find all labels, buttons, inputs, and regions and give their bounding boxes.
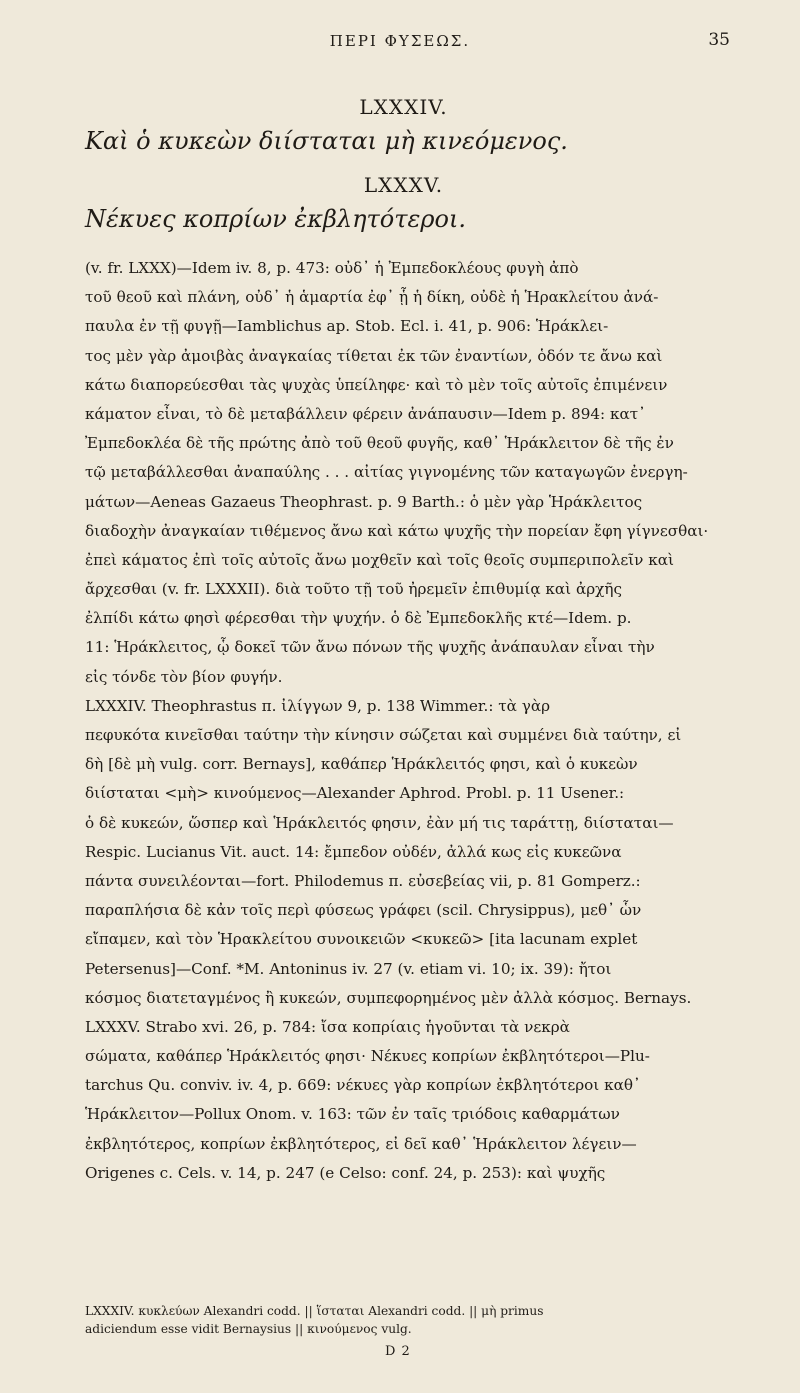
- critical-apparatus: [85, 1302, 728, 1338]
- commentary-line: διίσταται <μὴ> κινούμενος—Alexander Aphrod. Probl. p. 11 Usener.:: [85, 784, 625, 803]
- commentary-line: Petersenus]—Conf. *M. Antoninus iv. 27 (v. etiam vi. 10; ix. 39): ἤτοι: [85, 959, 612, 978]
- footnote-line: adiciendum esse vidit Bernaysius || κινούμενος vulg.: [85, 1322, 412, 1336]
- commentary-line: εἴπαμεν, καὶ τὸν Ἡρακλείτου συνοικειῶν <κυκεῶ> [ita lacunam explet: [85, 930, 638, 949]
- commentary-line: Ἐμπεδοκλέα δὲ τῆς πρώτης ἀπὸ τοῦ θεοῦ φυγῆς, καθ᾽ Ἡράκλειτον δὲ τῆς ἐν: [85, 434, 674, 453]
- commentary-line: μάτων—Aeneas Gazaeus Theophrast. p. 9 Barth.: ὁ μὲν γὰρ Ἡράκλειτος: [85, 492, 643, 511]
- fragment-lxxxiv: [85, 94, 722, 158]
- commentary-line: πεφυκότα κινεῖσθαι ταύτην τὴν κίνησιν σώζεται καὶ συμμένει διὰ ταύτην, εἰ: [85, 726, 682, 744]
- printer-signature: D 2: [385, 1344, 411, 1359]
- commentary-line: τος μὲν γὰρ ἀμοιβὰς ἀναγκαίας τίθεται ἐκ τῶν ἐναντίων, ὁδόν τε ἄνω καὶ: [85, 346, 663, 365]
- fragment-number: LXXXV.: [363, 173, 444, 197]
- commentary-line: ἄρχεσθαι (v. fr. LXXXII). διὰ τοῦτο τῇ τοῦ ἠρεμεῖν ἐπιθυμίᾳ καὶ ἀρχῆς: [85, 580, 622, 599]
- commentary-line: LXXXIV. Theophrastus π. ἰλίγγων 9, p. 138 Wimmer.: τὰ γὰρ: [85, 696, 551, 715]
- commentary-line: σώματα, καθάπερ Ἡράκλειτός φησι· Νέκυες κοπρίων ἐκβλητότεροι—Plu-: [85, 1047, 650, 1066]
- fragment-text: Καὶ ὁ κυκεὼν διίσταται μὴ κινεόμενος.: [85, 127, 568, 155]
- commentary-line: Origenes c. Cels. v. 14, p. 247 (e Celso: conf. 24, p. 253): καὶ ψυχῆς: [85, 1163, 606, 1182]
- running-head: [0, 28, 800, 58]
- fragment-text: Νέκυες κοπρίων ἐκβλητότεροι.: [85, 205, 466, 233]
- commentary-line: παυλα ἐν τῇ φυγῇ—Iamblichus ap. Stob. Ecl. i. 41, p. 906: Ἡράκλει-: [85, 317, 609, 336]
- commentary-line: δὴ [δὲ μὴ vulg. corr. Bernays], καθάπερ Ἡράκλειτός φησι, καὶ ὁ κυκεὼν: [85, 755, 638, 774]
- commentary-line: τοῦ θεοῦ καὶ πλάνη, οὐδ᾽ ἡ ἁμαρτία ἐφ᾽ ᾗ ἡ δίκη, οὐδὲ ἡ Ἡρακλείτου ἀνά-: [85, 288, 659, 307]
- fragment-number: LXXXIV.: [359, 95, 448, 119]
- commentary-line: κόσμος διατεταγμένος ἢ κυκεών, συμπεφορημένος μὲν ἀλλὰ κόσμος. Bernays.: [85, 988, 692, 1007]
- running-title: ΠΕΡΙ ΦΥΣΕΩΣ.: [329, 32, 471, 50]
- commentary-line: ὁ δὲ κυκεών, ὥσπερ καὶ Ἡράκλειτός φησιν, ἐὰν μή τις ταράττῃ, διίσταται—: [85, 813, 674, 832]
- commentary-line: tarchus Qu. conviv. iv. 4, p. 669: νέκυες γὰρ κοπρίων ἐκβλητότεροι καθ᾽: [85, 1076, 641, 1095]
- commentary-line: διαδοχὴν ἀναγκαίαν τιθέμενος ἄνω καὶ κάτω ψυχῆς τὴν πορείαν ἔφη γίγνεσθαι·: [85, 521, 709, 540]
- commentary-line: LXXXV. Strabo xvi. 26, p. 784: ἴσα κοπρίαις ἡγοῦνται τὰ νεκρὰ: [85, 1017, 570, 1036]
- footnote-line: LXXXIV. κυκλεύων Alexandri codd. || ἵσταται Alexandri codd. || μὴ primus: [85, 1304, 544, 1318]
- commentary-line: Respic. Lucianus Vit. auct. 14: ἔμπεδον οὐδέν, ἀλλά κως εἰς κυκεῶνα: [85, 842, 622, 861]
- commentary-line: τῷ μεταβάλλεσθαι ἀναπαύλης . . . αἰτίας γιγνομένης τῶν καταγωγῶν ἐνεργη-: [85, 463, 688, 482]
- page-number: 35: [708, 30, 730, 50]
- commentary-line: εἰς τόνδε τὸν βίον φυγήν.: [85, 667, 283, 686]
- commentary-line: Ἡράκλειτον—Pollux Onom. v. 163: τῶν ἐν ταῖς τριόδοις καθαρμάτων: [85, 1105, 620, 1124]
- commentary-line: 11: Ἡράκλειτος, ᾧ δοκεῖ τῶν ἄνω πόνων τῆς ψυχῆς ἀνάπαυλαν εἶναι τὴν: [85, 638, 655, 657]
- commentary-line: παραπλήσια δὲ κἀν τοῖς περὶ φύσεως γράφει (scil. Chrysippus), μεθ᾽ ὧν: [85, 901, 642, 920]
- commentary-line: ἐπεὶ κάματος ἐπὶ τοῖς αὐτοῖς ἄνω μοχθεῖν καὶ τοῖς θεοῖς συμπεριπολεῖν καὶ: [85, 550, 674, 569]
- commentary-line: ἐκβλητότερος, κοπρίων ἐκβλητότερος, εἰ δεῖ καθ᾽ Ἡράκλειτον λέγειν—: [85, 1134, 637, 1153]
- commentary-line: ἐλπίδι κάτω φησὶ φέρεσθαι τὴν ψυχήν. ὁ δὲ Ἐμπεδοκλῆς κτέ—Idem. p.: [85, 609, 632, 628]
- fragment-lxxxv: [85, 172, 722, 236]
- commentary-line: (v. fr. LXXX)—Idem iv. 8, p. 473: οὐδ᾽ ἡ Ἐμπεδοκλέους φυγὴ ἀπὸ: [85, 259, 579, 277]
- commentary-block: [85, 254, 728, 1188]
- commentary-line: πάντα συνειλέονται—fort. Philodemus π. εὐσεβείας vii, p. 81 Gomperz.:: [85, 871, 641, 890]
- commentary-line: κάτω διαπορεύεσθαι τὰς ψυχὰς ὑπείληφε· καὶ τὸ μὲν τοῖς αὐτοῖς ἐπιμένειν: [85, 375, 668, 394]
- commentary-line: κάματον εἶναι, τὸ δὲ μεταβάλλειν φέρειν ἀνάπαυσιν—Idem p. 894: κατ᾽: [85, 404, 646, 423]
